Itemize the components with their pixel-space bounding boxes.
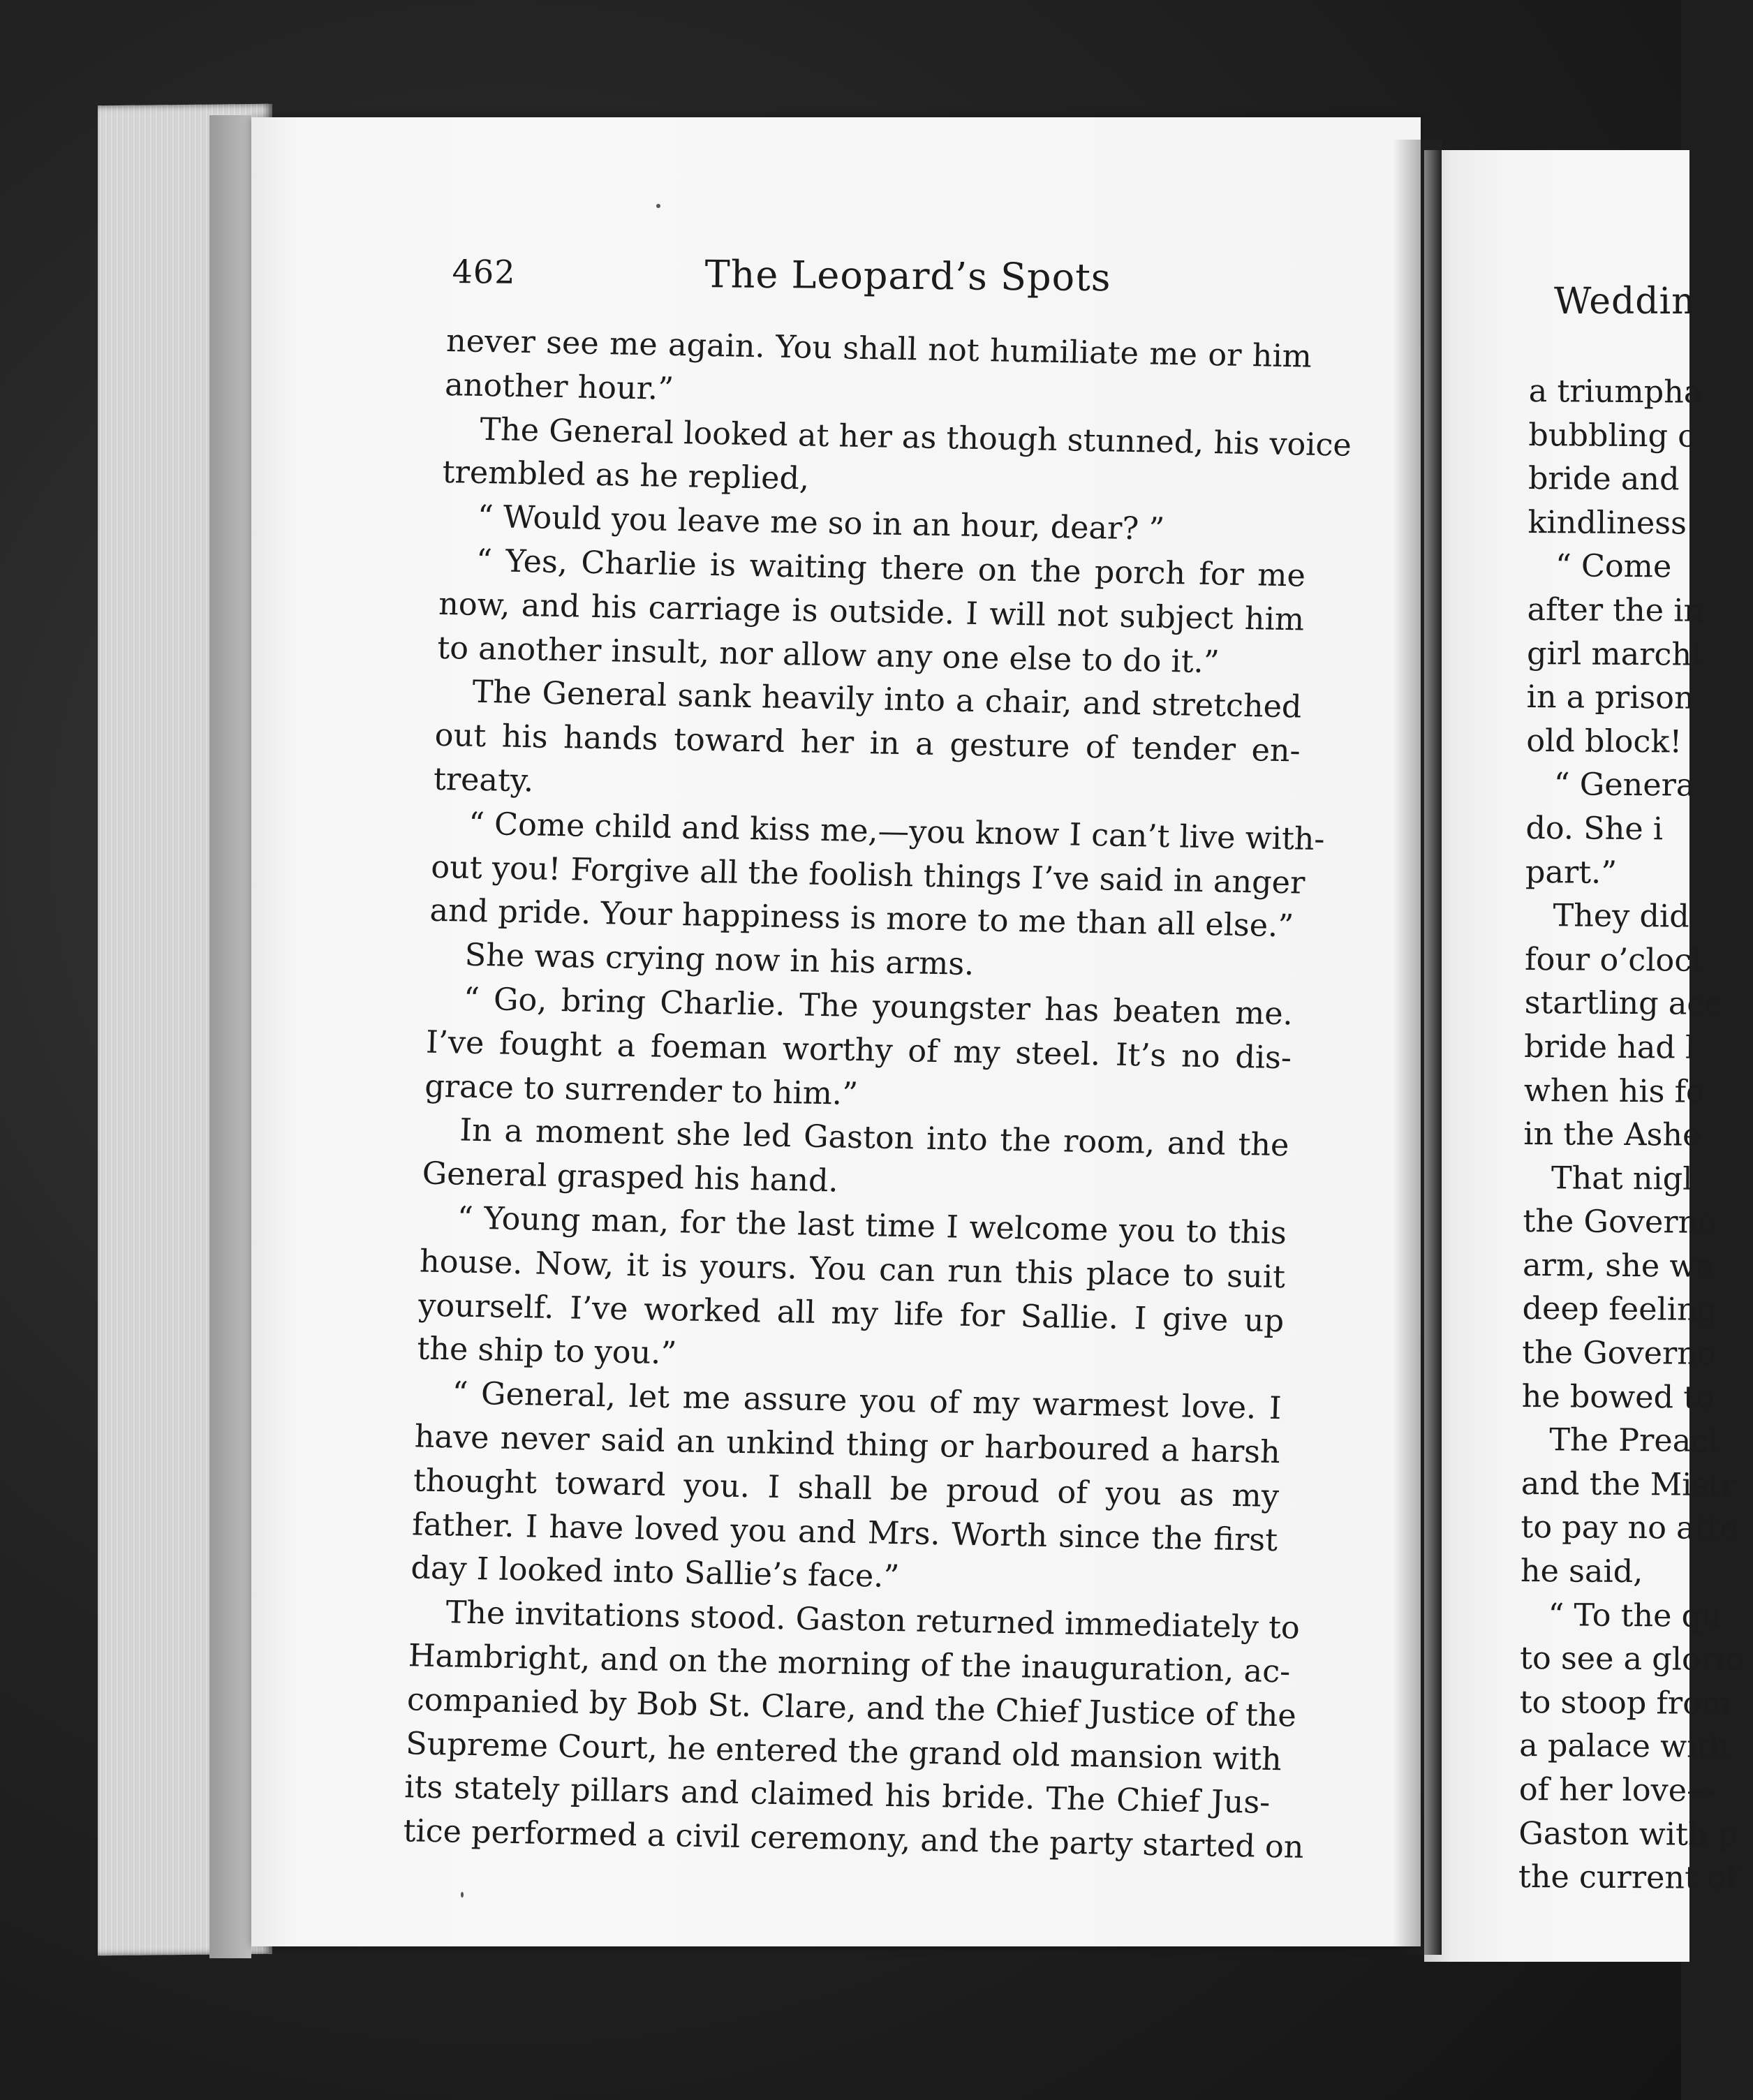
text-line: girl marchi [1526, 635, 1702, 673]
text-line: arm, she wa [1522, 1247, 1715, 1285]
text-line: She was crying now in his arms. [464, 937, 975, 983]
text-line: The Preacl [1549, 1422, 1719, 1460]
text-line: to another insult, nor allow any one else to do it.” [436, 630, 1220, 680]
text-line: trembled as he replied, [441, 454, 810, 497]
text-line: father. I have loved you and Mrs. Worth since the first [411, 1506, 1278, 1558]
text-line: bride and [1528, 461, 1680, 498]
text-line: tice performed a civil ceremony, and the party started on [402, 1813, 1305, 1865]
right-page-clip [1424, 150, 1745, 1962]
page-number: 462 [452, 252, 516, 291]
text-line: after the in [1527, 591, 1704, 629]
text-line: day I looked into Sallie’s face.” [410, 1550, 900, 1595]
text-line: That nigl [1551, 1160, 1693, 1197]
text-line: the Governo [1523, 1204, 1717, 1241]
text-line: now, and his carriage is outside. I will not subject him [438, 586, 1305, 638]
page-edge-shadow [209, 115, 251, 1958]
text-line: “ Come [1555, 548, 1672, 585]
text-line: “ To the qu [1548, 1597, 1722, 1634]
text-line: out his hands toward her in a gesture of tender en- [434, 717, 1301, 769]
text-line: kindliness [1528, 504, 1687, 542]
text-line: he said, [1520, 1553, 1643, 1590]
dust-speck [461, 1892, 464, 1898]
text-line: grace to surrender to him.” [424, 1068, 859, 1112]
text-line: its stately pillars and claimed his bride. The Chief Jus- [404, 1769, 1271, 1821]
text-line: The General sank heavily into a chair, and stretched [471, 674, 1303, 725]
text-line: of her love— [1518, 1771, 1718, 1809]
text-line: yourself. I’ve worked all my life for Sallie. I give up [417, 1287, 1285, 1339]
text-line: Hambright, and on the morning of the inauguration, ac- [408, 1638, 1291, 1690]
right-page-text [1518, 370, 1745, 1901]
text-line: out you! Forgive all the foolish things I’ve said in anger [430, 849, 1306, 901]
text-line: “ Yes, Charlie is waiting there on the porch for me [475, 542, 1306, 594]
text-line: They did [1553, 898, 1689, 935]
text-line: treaty. [433, 761, 535, 799]
text-line: The invitations stood. Gaston returned immediately to [445, 1595, 1301, 1646]
text-line: part.” [1525, 854, 1618, 891]
text-line: he bowed to [1521, 1378, 1715, 1416]
text-line: the ship to you.” [416, 1331, 677, 1372]
text-line: old block! [1526, 723, 1682, 760]
text-line: have never said an unkind thing or harboured a harsh [414, 1419, 1281, 1471]
text-line: “ General, let me assure you of my warmest love. I [451, 1375, 1282, 1427]
text-line: to stoop from [1519, 1684, 1731, 1722]
text-line: in the Ashe [1523, 1116, 1701, 1153]
text-line: bubbling c [1528, 417, 1696, 454]
text-line: to see a glorio [1519, 1641, 1745, 1678]
text-line: “ Genera [1553, 767, 1695, 804]
text-line: “ Go, bring Charlie. The youngster has beaten me. [463, 981, 1294, 1033]
running-title: The Leopard’s Spots [704, 252, 1111, 300]
right-running-title: Weddin [1554, 281, 1696, 323]
text-line: in a prison [1526, 679, 1694, 716]
text-line: deep feeling [1522, 1291, 1717, 1329]
text-line: a triumpha [1528, 373, 1703, 411]
text-line: to pay no atte [1521, 1509, 1738, 1547]
text-line: I’ve fought a foeman worthy of my steel. It’s no dis- [425, 1024, 1292, 1077]
text-line: startling acc [1524, 985, 1722, 1023]
text-line: four o’clocl [1524, 941, 1702, 979]
dust-speck [656, 204, 660, 208]
text-line: General grasped his hand. [422, 1155, 839, 1199]
text-line: thought toward you. I shall be proud of you as my [413, 1463, 1280, 1514]
text-line: bride had l [1524, 1028, 1696, 1066]
text-line: Gaston with p [1518, 1815, 1738, 1853]
text-line: a palace with [1519, 1728, 1730, 1766]
text-line: do. She i [1525, 810, 1664, 848]
running-head [452, 246, 1360, 309]
text-line: Supreme Court, he entered the grand old mansion with [405, 1725, 1282, 1777]
text-line: the current of [1518, 1859, 1738, 1897]
text-line: the Governo [1521, 1335, 1716, 1372]
text-line: when his fo [1523, 1072, 1705, 1110]
text-line: and the Mistr [1521, 1465, 1736, 1503]
text-line: house. Now, it is yours. You can run this place to suit [419, 1243, 1286, 1295]
text-line: “ Come child and kiss me,—you know I can’t live with- [468, 806, 1326, 857]
text-line: “ Young man, for the last time I welcome you to this [457, 1200, 1287, 1252]
text-line: “ Would you leave me so in an hour, dear? ” [477, 499, 1165, 548]
text-line: companied by Bob St. Clare, and the Chief Justice of the [406, 1682, 1297, 1734]
text-line: and pride. Your happiness is more to me than all else.” [429, 893, 1294, 945]
text-line: never see me again. You shall not humiliate me or him [445, 323, 1312, 375]
left-page-text [402, 320, 1352, 1870]
text-line: another hour.” [444, 367, 674, 407]
text-line: The General looked at her as though stunned, his voice [479, 411, 1352, 464]
text-line: In a moment she led Gaston into the room, and the [459, 1112, 1290, 1164]
